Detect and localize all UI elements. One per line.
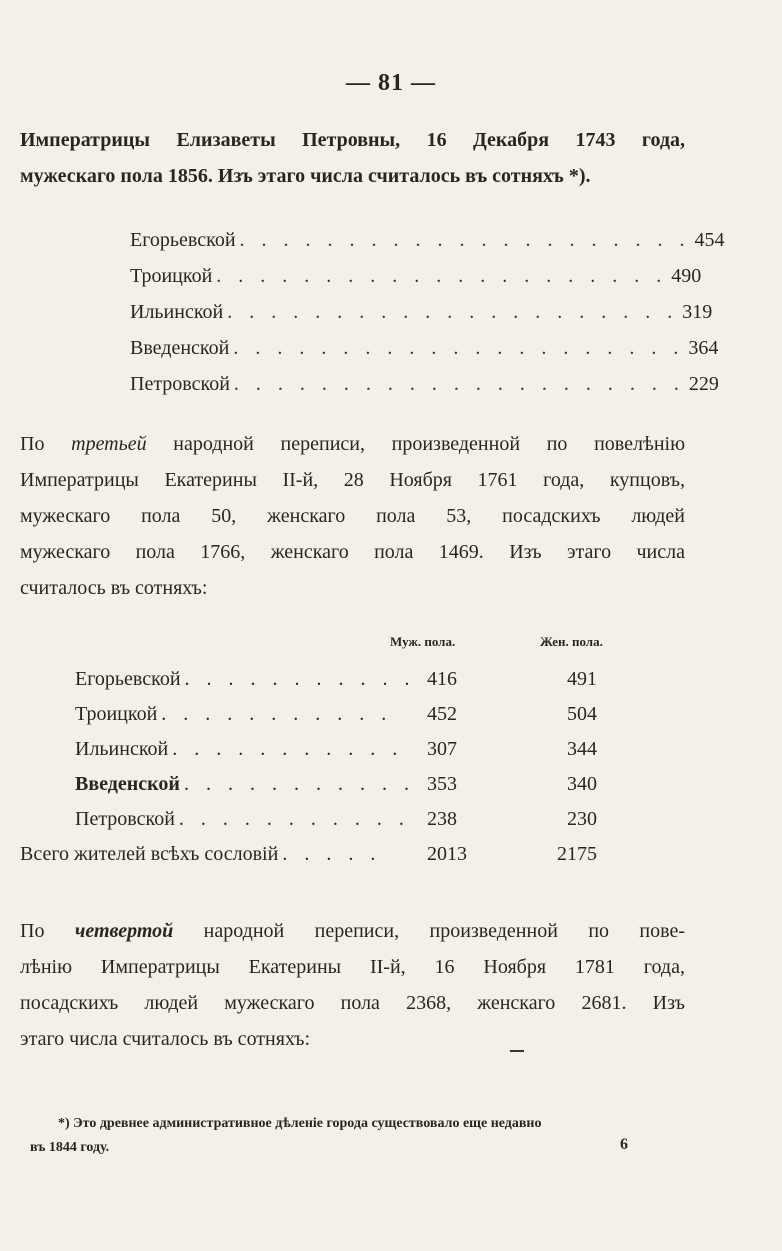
total-male: 2013 <box>427 843 467 865</box>
paragraph-3-line-2: лѣнію Императрицы Екатерины II-й, 16 Ноября 1781 года, <box>20 956 685 978</box>
paragraph-3-line-4: этаго числа считалось въ сотняхъ: <box>20 1028 311 1050</box>
paragraph-1-line-1: Императрицы Елизаветы Петровны, 16 Декабря 1743 года, <box>20 129 685 151</box>
paragraph-2-line-4: мужескаго пола 1766, женскаго пола 1469. Изъ этаго числа <box>20 541 685 563</box>
dash-mark <box>510 1050 524 1052</box>
table-row <box>75 662 635 697</box>
header-male: Муж. пола. <box>390 634 456 649</box>
paragraph-1 <box>20 122 685 194</box>
row-name: Введенской <box>75 773 180 795</box>
dot-leader: . . . . . . . . . . . . . . . . . . . . . <box>239 228 691 251</box>
dot-leader: . . . . . . . . . . . . . . . . . . . . . <box>227 300 679 323</box>
paragraph-1-line-2: мужескаго пола 1856. Изъ этаго числа считалось въ сотняхъ *). <box>20 165 591 187</box>
total-female: 2175 <box>557 843 597 865</box>
paragraph-3-line-3: посадскихъ людей мужескаго пола 2368, женскаго 2681. Изъ <box>20 992 685 1014</box>
total-name: Всего жителей всѣхъ сословій <box>20 843 279 865</box>
paragraph-2-lead: По <box>20 433 45 455</box>
row-female: 504 <box>567 703 597 725</box>
table-row <box>130 258 702 294</box>
paragraph-2-line-1-rest: народной переписи, произведенной по повелѣнію <box>173 433 686 455</box>
dot-leader: . . . . . . . . . . . <box>178 808 410 830</box>
row-male: 452 <box>427 703 457 725</box>
dot-leader: . . . . . . . . . . . <box>161 703 393 725</box>
footnote-line-2: въ 1844 году. <box>30 1140 110 1155</box>
row-male: 416 <box>427 668 457 690</box>
table-total-row <box>20 837 635 872</box>
paragraph-2-line-5: считалось въ сотняхъ: <box>20 577 208 599</box>
row-male: 353 <box>427 773 457 795</box>
row-female: 491 <box>567 668 597 690</box>
table-row <box>75 767 635 802</box>
table-row <box>130 222 725 258</box>
row-name: Троицкой <box>130 264 213 287</box>
dot-leader: . . . . . . . . . . . . . . . . . . . . . <box>216 264 668 287</box>
footnote <box>30 1112 690 1160</box>
page-number: — 81 — <box>346 70 436 96</box>
paragraph-2-line-1 <box>20 426 685 462</box>
paragraph-3-emphasis: четвертой <box>74 920 174 942</box>
table-1 <box>130 222 725 402</box>
table-2 <box>20 662 635 872</box>
paragraph-3-line-1 <box>20 913 685 949</box>
row-name: Троицкой <box>75 703 158 725</box>
row-female: 230 <box>567 808 597 830</box>
table-row <box>75 802 635 837</box>
table-row <box>130 294 713 330</box>
row-value: 319 <box>682 300 713 323</box>
row-name: Введенской <box>130 336 230 359</box>
dot-leader: . . . . . . . . . . . <box>172 738 404 760</box>
signature-mark: 6 <box>620 1136 628 1153</box>
paragraph-3-line-1-rest: народной переписи, произведенной по пове- <box>203 920 685 942</box>
paragraph-2-line-2: Императрицы Екатерины II-й, 28 Ноября 1761 года, купцовъ, <box>20 469 685 491</box>
row-name: Ильинской <box>130 300 224 323</box>
row-name: Петровской <box>130 372 230 395</box>
table-row <box>75 697 635 732</box>
paragraph-3-lead: По <box>20 920 45 942</box>
paragraph-2 <box>20 426 685 606</box>
paragraph-2-line-3: мужескаго пола 50, женскаго пола 53, посадскихъ людей <box>20 505 685 527</box>
table-row <box>130 366 719 402</box>
row-name: Егорьевской <box>75 668 181 690</box>
dot-leader: . . . . . . . . . . . <box>184 668 416 690</box>
row-female: 344 <box>567 738 597 760</box>
row-male: 307 <box>427 738 457 760</box>
table-row <box>130 330 719 366</box>
row-name: Ильинской <box>75 738 169 760</box>
paragraph-2-emphasis: третьей <box>71 433 147 455</box>
row-name: Петровской <box>75 808 175 830</box>
row-value: 490 <box>671 264 702 287</box>
row-male: 238 <box>427 808 457 830</box>
table-row <box>75 732 635 767</box>
dot-leader: . . . . . . . . . . . . . . . . . . . . . <box>233 372 685 395</box>
row-value: 229 <box>688 372 719 395</box>
row-value: 454 <box>694 228 725 251</box>
header-female: Жен. пола. <box>540 634 603 649</box>
paragraph-3 <box>20 913 685 1057</box>
row-female: 340 <box>567 773 597 795</box>
dot-leader: . . . . . . . . . . . . . . . . . . . . . <box>233 336 685 359</box>
dot-leader: . . . . . . . . . . . <box>183 773 415 795</box>
row-name: Егорьевской <box>130 228 236 251</box>
footnote-line-1: *) Это древнее административное дѣленіе города существовало еще недавно <box>58 1116 542 1131</box>
dot-leader: . . . . . <box>282 843 382 865</box>
row-value: 364 <box>688 336 719 359</box>
